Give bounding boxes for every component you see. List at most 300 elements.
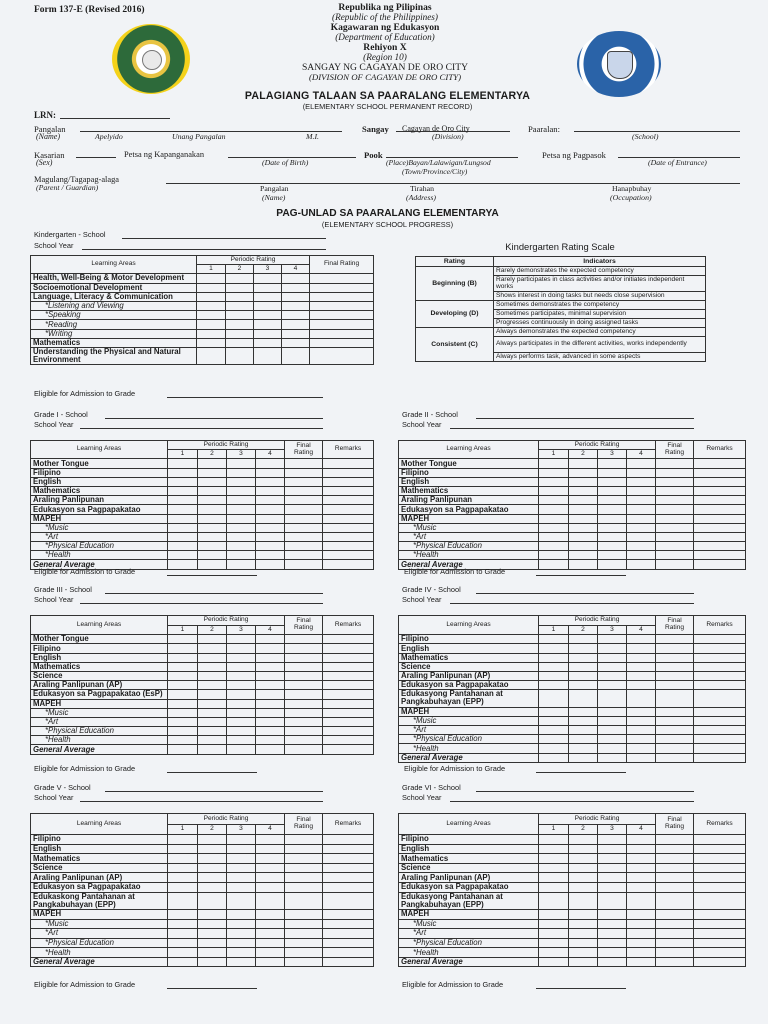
grade-cell[interactable] [627, 863, 656, 873]
grade-cell[interactable] [694, 681, 746, 690]
grade-cell[interactable] [569, 854, 598, 864]
grade-cell[interactable] [569, 459, 598, 468]
grade-cell[interactable] [282, 301, 310, 310]
grade-cell[interactable] [323, 957, 374, 967]
kinder-year-field[interactable] [82, 249, 326, 250]
grade-cell[interactable] [656, 929, 694, 939]
grade-cell[interactable] [256, 929, 285, 939]
grade-cell[interactable] [198, 459, 227, 468]
grade-cell[interactable] [323, 745, 374, 754]
grade-cell[interactable] [285, 854, 323, 864]
grade-cell[interactable] [694, 892, 746, 909]
grade-cell[interactable] [598, 681, 627, 690]
grade-cell[interactable] [569, 909, 598, 919]
grade-cell[interactable] [256, 957, 285, 967]
grade-cell[interactable] [310, 283, 374, 292]
grade-cell[interactable] [198, 468, 227, 477]
grade-cell[interactable] [168, 532, 198, 541]
grade-cell[interactable] [227, 929, 256, 939]
grade-cell[interactable] [694, 496, 746, 505]
grade-cell[interactable] [539, 496, 569, 505]
grade-cell[interactable] [569, 938, 598, 948]
grade-cell[interactable] [694, 486, 746, 495]
grade-cell[interactable] [656, 477, 694, 486]
grade-cell[interactable] [598, 459, 627, 468]
grade-cell[interactable] [569, 726, 598, 735]
grade-cell[interactable] [310, 274, 374, 283]
grade-cell[interactable] [656, 873, 694, 883]
grade-cell[interactable] [569, 551, 598, 560]
grade-cell[interactable] [198, 745, 227, 754]
grade-cell[interactable] [198, 653, 227, 662]
grade-cell[interactable] [168, 844, 198, 854]
grade-cell[interactable] [254, 329, 282, 338]
grade-cell[interactable] [598, 653, 627, 662]
grade-cell[interactable] [282, 274, 310, 283]
grade-cell[interactable] [569, 635, 598, 644]
grade-cell[interactable] [539, 863, 569, 873]
grade-cell[interactable] [569, 653, 598, 662]
grade-cell[interactable] [256, 938, 285, 948]
grade-cell[interactable] [694, 477, 746, 486]
grade-cell[interactable] [323, 873, 374, 883]
grade-cell[interactable] [569, 542, 598, 551]
grade-cell[interactable] [168, 854, 198, 864]
grade-cell[interactable] [539, 486, 569, 495]
grade-cell[interactable] [256, 644, 285, 653]
grade-cell[interactable] [627, 496, 656, 505]
grade-cell[interactable] [598, 671, 627, 680]
grade-cell[interactable] [323, 690, 374, 699]
grade-cell[interactable] [285, 690, 323, 699]
grade-cell[interactable] [254, 347, 282, 364]
grade-cell[interactable] [254, 301, 282, 310]
grade-cell[interactable] [694, 671, 746, 680]
grade-cell[interactable] [627, 505, 656, 514]
grade-cell[interactable] [656, 707, 694, 716]
grade-cell[interactable] [198, 496, 227, 505]
grade-cell[interactable] [285, 542, 323, 551]
grade-cell[interactable] [256, 919, 285, 929]
grade-cell[interactable] [694, 560, 746, 569]
grade-cell[interactable] [627, 744, 656, 753]
grade-cell[interactable] [694, 707, 746, 716]
grade-cell[interactable] [198, 736, 227, 745]
grade-cell[interactable] [598, 929, 627, 939]
grade-cell[interactable] [627, 681, 656, 690]
grade-cell[interactable] [256, 717, 285, 726]
grade-cell[interactable] [256, 690, 285, 699]
grade-cell[interactable] [198, 882, 227, 892]
grade-cell[interactable] [227, 532, 256, 541]
grade-cell[interactable] [627, 882, 656, 892]
grade-cell[interactable] [168, 635, 198, 644]
grade-cell[interactable] [227, 957, 256, 967]
grade-cell[interactable] [656, 753, 694, 762]
grade-cell[interactable] [656, 716, 694, 725]
grade-cell[interactable] [226, 292, 254, 301]
grade-cell[interactable] [198, 708, 227, 717]
grade-cell[interactable] [323, 496, 374, 505]
grade-cell[interactable] [598, 486, 627, 495]
grade-cell[interactable] [539, 635, 569, 644]
grade-cell[interactable] [227, 863, 256, 873]
grade-cell[interactable] [569, 707, 598, 716]
grade-cell[interactable] [656, 735, 694, 744]
grade-cell[interactable] [598, 635, 627, 644]
grade-cell[interactable] [256, 681, 285, 690]
grade-cell[interactable] [256, 560, 285, 569]
grade-cell[interactable] [285, 948, 323, 958]
grade-cell[interactable] [656, 690, 694, 707]
grade-cell[interactable] [569, 835, 598, 845]
grade-cell[interactable] [323, 486, 374, 495]
grade-cell[interactable] [656, 957, 694, 967]
grade-cell[interactable] [285, 708, 323, 717]
grade-cell[interactable] [627, 560, 656, 569]
grade-cell[interactable] [627, 726, 656, 735]
grade-cell[interactable] [227, 514, 256, 523]
grade-cell[interactable] [227, 644, 256, 653]
grade-cell[interactable] [168, 948, 198, 958]
grade-cell[interactable] [694, 459, 746, 468]
grade-cell[interactable] [627, 957, 656, 967]
grade-cell[interactable] [198, 863, 227, 873]
grade-cell[interactable] [198, 892, 227, 909]
grade-cell[interactable] [539, 873, 569, 883]
grade-cell[interactable] [282, 283, 310, 292]
grade-cell[interactable] [656, 514, 694, 523]
grade-cell[interactable] [539, 957, 569, 967]
grade-cell[interactable] [539, 948, 569, 958]
grade-cell[interactable] [168, 929, 198, 939]
grade-cell[interactable] [285, 496, 323, 505]
grade-cell[interactable] [694, 662, 746, 671]
grade-cell[interactable] [256, 468, 285, 477]
grade-cell[interactable] [627, 835, 656, 845]
grade-cell[interactable] [656, 854, 694, 864]
grade-cell[interactable] [323, 523, 374, 532]
grade1-eligible-field[interactable] [167, 575, 257, 576]
grade-cell[interactable] [569, 486, 598, 495]
grade-cell[interactable] [694, 644, 746, 653]
grade-cell[interactable] [627, 753, 656, 762]
grade3-eligible-field[interactable] [167, 772, 257, 773]
grade-cell[interactable] [656, 523, 694, 532]
grade-cell[interactable] [694, 873, 746, 883]
grade-cell[interactable] [539, 459, 569, 468]
grade-cell[interactable] [285, 560, 323, 569]
grade-cell[interactable] [627, 653, 656, 662]
grade-cell[interactable] [656, 486, 694, 495]
grade-cell[interactable] [627, 459, 656, 468]
grade-cell[interactable] [227, 909, 256, 919]
grade-cell[interactable] [227, 551, 256, 560]
grade-cell[interactable] [539, 542, 569, 551]
grade-cell[interactable] [168, 745, 198, 754]
grade-cell[interactable] [227, 919, 256, 929]
grade-cell[interactable] [656, 560, 694, 569]
grade-cell[interactable] [627, 551, 656, 560]
grade-cell[interactable] [198, 477, 227, 486]
grade-cell[interactable] [227, 882, 256, 892]
grade-cell[interactable] [656, 681, 694, 690]
grade-cell[interactable] [168, 717, 198, 726]
grade-cell[interactable] [285, 919, 323, 929]
grade-cell[interactable] [323, 671, 374, 680]
grade-cell[interactable] [598, 514, 627, 523]
grade-cell[interactable] [539, 929, 569, 939]
grade-cell[interactable] [569, 957, 598, 967]
grade-cell[interactable] [256, 892, 285, 909]
grade-cell[interactable] [569, 844, 598, 854]
grade-cell[interactable] [539, 551, 569, 560]
grade-cell[interactable] [282, 329, 310, 338]
grade-cell[interactable] [627, 948, 656, 958]
grade-cell[interactable] [694, 542, 746, 551]
parent-field[interactable] [166, 183, 740, 184]
grade-cell[interactable] [569, 716, 598, 725]
grade-cell[interactable] [656, 468, 694, 477]
grade-cell[interactable] [168, 496, 198, 505]
grade-cell[interactable] [694, 716, 746, 725]
grade-cell[interactable] [256, 532, 285, 541]
grade-cell[interactable] [539, 707, 569, 716]
grade-cell[interactable] [627, 919, 656, 929]
grade-cell[interactable] [598, 707, 627, 716]
grade-cell[interactable] [285, 929, 323, 939]
grade-cell[interactable] [539, 735, 569, 744]
grade-cell[interactable] [254, 292, 282, 301]
grade-cell[interactable] [627, 873, 656, 883]
grade-cell[interactable] [168, 938, 198, 948]
grade-cell[interactable] [598, 496, 627, 505]
grade-cell[interactable] [282, 338, 310, 347]
grade-cell[interactable] [285, 644, 323, 653]
grade-cell[interactable] [569, 496, 598, 505]
grade4-school-field[interactable] [476, 593, 694, 594]
grade-cell[interactable] [323, 948, 374, 958]
grade-cell[interactable] [198, 957, 227, 967]
grade5-school-field[interactable] [105, 791, 323, 792]
grade-cell[interactable] [168, 542, 198, 551]
grade-cell[interactable] [627, 662, 656, 671]
grade-cell[interactable] [627, 523, 656, 532]
grade-cell[interactable] [598, 948, 627, 958]
grade-cell[interactable] [569, 873, 598, 883]
grade-cell[interactable] [656, 844, 694, 854]
grade-cell[interactable] [227, 505, 256, 514]
grade-cell[interactable] [198, 854, 227, 864]
grade-cell[interactable] [285, 551, 323, 560]
grade-cell[interactable] [656, 744, 694, 753]
grade-cell[interactable] [323, 736, 374, 745]
grade-cell[interactable] [598, 551, 627, 560]
grade-cell[interactable] [656, 948, 694, 958]
grade-cell[interactable] [539, 653, 569, 662]
grade-cell[interactable] [627, 938, 656, 948]
grade-cell[interactable] [256, 505, 285, 514]
grade5-eligible-field[interactable] [167, 988, 257, 989]
grade-cell[interactable] [285, 662, 323, 671]
grade-cell[interactable] [256, 882, 285, 892]
grade-cell[interactable] [226, 347, 254, 364]
grade-cell[interactable] [539, 744, 569, 753]
grade-cell[interactable] [168, 505, 198, 514]
grade-cell[interactable] [227, 477, 256, 486]
grade-cell[interactable] [198, 662, 227, 671]
grade-cell[interactable] [256, 653, 285, 662]
grade-cell[interactable] [227, 699, 256, 708]
grade-cell[interactable] [168, 699, 198, 708]
grade-cell[interactable] [256, 635, 285, 644]
grade-cell[interactable] [569, 644, 598, 653]
grade-cell[interactable] [569, 892, 598, 909]
grade-cell[interactable] [285, 477, 323, 486]
grade-cell[interactable] [323, 514, 374, 523]
grade-cell[interactable] [285, 863, 323, 873]
grade-cell[interactable] [569, 681, 598, 690]
grade6-eligible-field[interactable] [536, 988, 626, 989]
grade-cell[interactable] [198, 727, 227, 736]
grade-cell[interactable] [539, 560, 569, 569]
grade-cell[interactable] [323, 844, 374, 854]
grade-cell[interactable] [627, 542, 656, 551]
grade-cell[interactable] [656, 919, 694, 929]
grade-cell[interactable] [285, 938, 323, 948]
grade-cell[interactable] [598, 854, 627, 864]
grade-cell[interactable] [197, 292, 226, 301]
grade-cell[interactable] [323, 551, 374, 560]
grade-cell[interactable] [285, 745, 323, 754]
grade-cell[interactable] [694, 514, 746, 523]
grade-cell[interactable] [256, 745, 285, 754]
grade-cell[interactable] [323, 909, 374, 919]
lrn-field[interactable] [60, 118, 170, 119]
grade-cell[interactable] [539, 532, 569, 541]
grade-cell[interactable] [198, 717, 227, 726]
grade-cell[interactable] [285, 892, 323, 909]
grade-cell[interactable] [285, 835, 323, 845]
grade-cell[interactable] [227, 745, 256, 754]
grade-cell[interactable] [256, 736, 285, 745]
grade-cell[interactable] [539, 892, 569, 909]
grade-cell[interactable] [323, 835, 374, 845]
grade-cell[interactable] [656, 909, 694, 919]
grade6-year-field[interactable] [450, 801, 694, 802]
grade-cell[interactable] [197, 320, 226, 329]
grade-cell[interactable] [198, 635, 227, 644]
grade-cell[interactable] [627, 690, 656, 707]
grade-cell[interactable] [310, 301, 374, 310]
grade-cell[interactable] [627, 477, 656, 486]
grade-cell[interactable] [694, 882, 746, 892]
grade-cell[interactable] [569, 929, 598, 939]
grade-cell[interactable] [282, 347, 310, 364]
grade-cell[interactable] [168, 919, 198, 929]
grade-cell[interactable] [226, 329, 254, 338]
grade-cell[interactable] [694, 468, 746, 477]
grade-cell[interactable] [227, 459, 256, 468]
grade-cell[interactable] [323, 681, 374, 690]
grade-cell[interactable] [168, 644, 198, 653]
grade-cell[interactable] [694, 635, 746, 644]
grade-cell[interactable] [254, 274, 282, 283]
grade-cell[interactable] [256, 873, 285, 883]
grade-cell[interactable] [656, 496, 694, 505]
grade-cell[interactable] [198, 699, 227, 708]
grade-cell[interactable] [227, 671, 256, 680]
grade5-year-field[interactable] [80, 801, 323, 802]
grade-cell[interactable] [656, 892, 694, 909]
grade-cell[interactable] [227, 635, 256, 644]
grade-cell[interactable] [539, 644, 569, 653]
grade6-school-field[interactable] [476, 791, 694, 792]
grade-cell[interactable] [256, 523, 285, 532]
grade-cell[interactable] [569, 753, 598, 762]
grade-cell[interactable] [168, 690, 198, 699]
grade-cell[interactable] [197, 311, 226, 320]
grade-cell[interactable] [285, 699, 323, 708]
grade-cell[interactable] [694, 532, 746, 541]
grade-cell[interactable] [285, 736, 323, 745]
grade-cell[interactable] [256, 708, 285, 717]
grade-cell[interactable] [227, 938, 256, 948]
grade-cell[interactable] [656, 835, 694, 845]
grade-cell[interactable] [656, 863, 694, 873]
grade-cell[interactable] [197, 347, 226, 364]
grade-cell[interactable] [256, 551, 285, 560]
grade-cell[interactable] [198, 844, 227, 854]
grade-cell[interactable] [168, 523, 198, 532]
grade-cell[interactable] [694, 653, 746, 662]
grade1-school-field[interactable] [105, 418, 323, 419]
grade-cell[interactable] [310, 329, 374, 338]
grade-cell[interactable] [198, 644, 227, 653]
grade-cell[interactable] [627, 929, 656, 939]
grade-cell[interactable] [569, 671, 598, 680]
grade-cell[interactable] [285, 523, 323, 532]
grade-cell[interactable] [285, 468, 323, 477]
grade-cell[interactable] [227, 542, 256, 551]
grade-cell[interactable] [539, 835, 569, 845]
grade-cell[interactable] [598, 532, 627, 541]
grade-cell[interactable] [694, 726, 746, 735]
grade-cell[interactable] [198, 532, 227, 541]
grade-cell[interactable] [197, 283, 226, 292]
grade-cell[interactable] [198, 542, 227, 551]
grade-cell[interactable] [598, 726, 627, 735]
grade-cell[interactable] [539, 505, 569, 514]
grade-cell[interactable] [694, 844, 746, 854]
grade-cell[interactable] [694, 909, 746, 919]
grade-cell[interactable] [627, 671, 656, 680]
grade-cell[interactable] [168, 514, 198, 523]
grade-cell[interactable] [198, 690, 227, 699]
grade-cell[interactable] [598, 873, 627, 883]
grade-cell[interactable] [256, 854, 285, 864]
grade-cell[interactable] [226, 274, 254, 283]
grade-cell[interactable] [598, 735, 627, 744]
grade-cell[interactable] [226, 311, 254, 320]
grade-cell[interactable] [656, 653, 694, 662]
grade-cell[interactable] [694, 948, 746, 958]
grade-cell[interactable] [285, 727, 323, 736]
grade-cell[interactable] [323, 560, 374, 569]
grade-cell[interactable] [168, 477, 198, 486]
grade-cell[interactable] [569, 477, 598, 486]
grade-cell[interactable] [323, 892, 374, 909]
